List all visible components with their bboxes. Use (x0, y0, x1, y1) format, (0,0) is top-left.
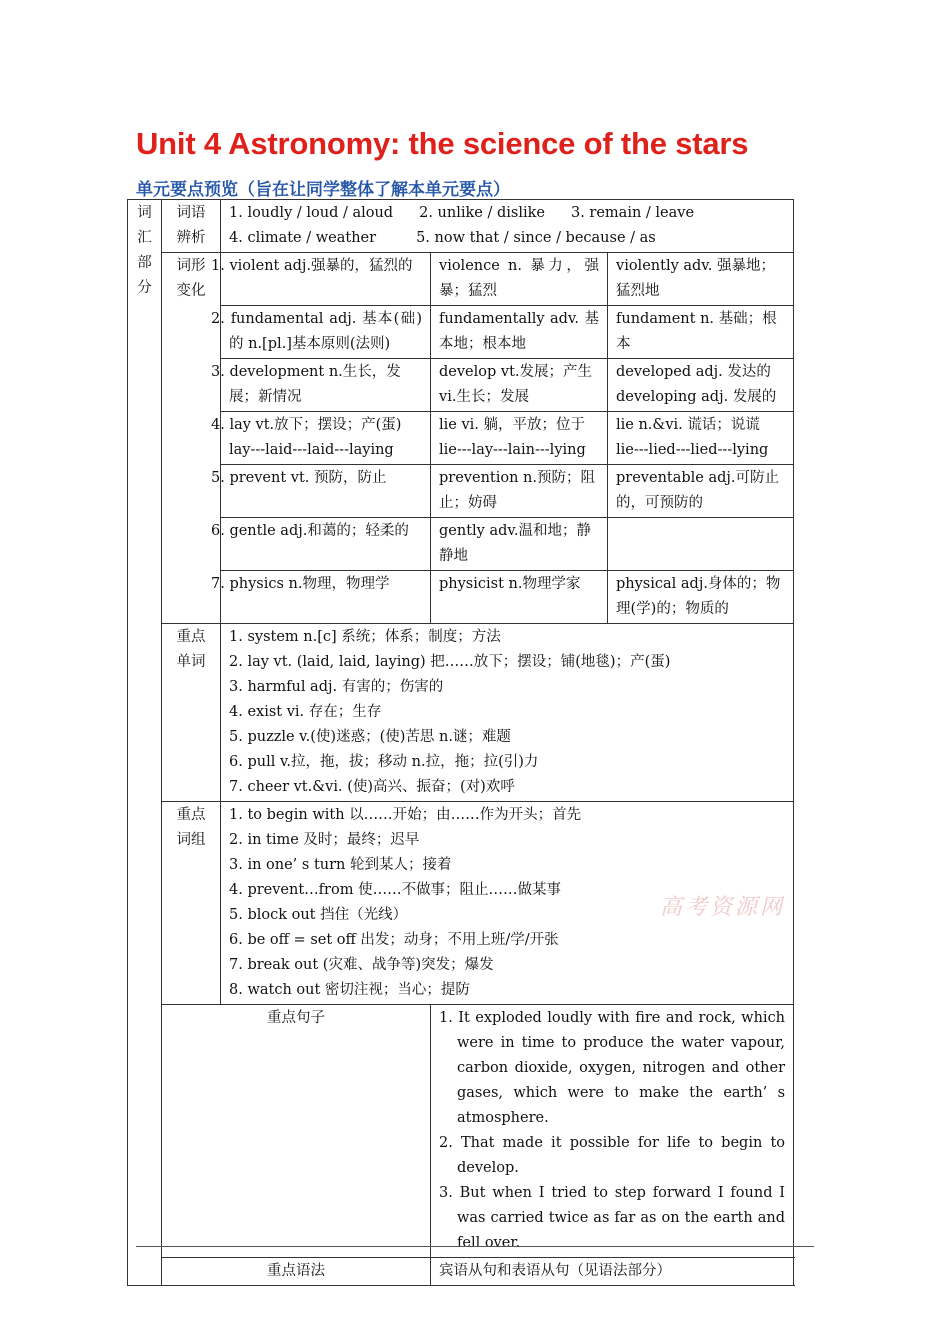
watermark-text: 高考资源网 (660, 895, 786, 920)
footer-divider (136, 1246, 814, 1247)
cixing-row (128, 253, 794, 306)
list-item: 6. pull v.拉，拖，拔；移动 n.拉，拖；拉(引)力 (229, 754, 539, 770)
cixing-row (128, 412, 794, 465)
ciyu-item: 3. remain / leave (570, 205, 695, 221)
cixing-cell: preventable adj.可防止的，可预防的 (608, 465, 794, 518)
juzi-row (128, 1005, 794, 1258)
list-item: 1. to begin with 以……开始；由……作为开头；首先 (229, 807, 582, 823)
list-item: 7. break out (灾难、战争等)突发；爆发 (229, 957, 494, 973)
yufa-label: 重点语法 (162, 1258, 431, 1286)
cixing-row (128, 571, 794, 624)
list-item: 4. exist vi. 存在；生存 (229, 704, 382, 720)
list-item: 2. in time 及时；最终；迟早 (229, 832, 420, 848)
ciyu-item: 4. climate / weather (229, 230, 377, 246)
cixing-row (128, 306, 794, 359)
unit-overview-table (127, 199, 794, 1286)
cizu-label: 重点 词组 (162, 802, 221, 1005)
list-item: 2. lay vt. (laid, laid, laying) 把……放下；摆设；铺(地毯)；产(蛋) (229, 654, 671, 670)
ciyu-row (128, 200, 794, 253)
list-item: 3. harmful adj. 有害的；伤害的 (229, 679, 444, 695)
yufa-row (128, 1258, 794, 1286)
yufa-content: 宾语从句和表语从句（见语法部分） (431, 1258, 794, 1286)
cixing-cell: 7. physics n.物理，物理学 (221, 571, 431, 624)
ciyu-content (221, 200, 794, 253)
cixing-cell: violence n. 暴力，强暴；猛烈 (431, 253, 608, 306)
cixing-cell: 4. lay vt.放下；摆设；产(蛋) lay---laid---laid---laying (221, 412, 431, 465)
juzi-content (431, 1005, 794, 1258)
cixing-cell: fundamentally adv. 基本地；根本地 (431, 306, 608, 359)
list-item: 6. be off = set off 出发；动身；不用上班/学/开张 (229, 932, 559, 948)
cixing-cell: 6. gentle adj.和蔼的；轻柔的 (221, 518, 431, 571)
list-item: 3. But when I tried to step forward I found I was carried twice as far as on the earth and fell over. (439, 1185, 786, 1251)
cixing-label: 词形 变化 (162, 253, 221, 624)
cixing-cell: fundament n. 基础；根本 (608, 306, 794, 359)
danci-content (221, 624, 794, 802)
juzi-label: 重点句子 (162, 1005, 431, 1258)
vocab-section-label: 词 汇 部 分 (128, 200, 162, 1286)
cixing-row (128, 359, 794, 412)
danci-row (128, 624, 794, 802)
cixing-cell: 2. fundamental adj. 基本(础)的 n.[pl.]基本原则(法则) (221, 306, 431, 359)
cixing-row (128, 518, 794, 571)
list-item: 3. in one’ s turn 轮到某人；接着 (229, 857, 452, 873)
cixing-cell: violently adv. 强暴地；猛烈地 (608, 253, 794, 306)
cixing-cell: developed adj. 发达的 developing adj. 发展的 (608, 359, 794, 412)
page-title: Unit 4 Astronomy: the science of the stars (136, 126, 749, 161)
cixing-cell (608, 518, 794, 571)
list-item: 1. system n.[c] 系统；体系；制度；方法 (229, 629, 501, 645)
ciyu-label: 词语 辨析 (162, 200, 221, 253)
cixing-cell: prevention n.预防；阻止；妨碍 (431, 465, 608, 518)
ciyu-item: 1. loudly / loud / aloud (229, 205, 394, 221)
list-item: 5. block out 挡住（光线） (229, 907, 408, 923)
list-item: 4. prevent…from 使……不做事；阻止……做某事 (229, 882, 562, 898)
ciyu-item: 2. unlike / dislike (419, 205, 545, 221)
cixing-cell: physical adj.身体的；物理(学)的；物质的 (608, 571, 794, 624)
list-item: 1. It exploded loudly with fire and rock, which were in time to produce the water vapour, carbon dioxide, oxygen, nitrogen and other gases, which were to make the earth’ s atmosphere. (439, 1010, 786, 1126)
cixing-cell: lie n.&vi. 谎话；说谎 lie---lied---lied---lying (608, 412, 794, 465)
cixing-cell: gently adv.温和地；静静地 (431, 518, 608, 571)
ciyu-item: 5. now that / since / because / as (416, 230, 656, 246)
danci-label: 重点 单词 (162, 624, 221, 802)
list-item: 7. cheer vt.&vi. (使)高兴、振奋；(对)欢呼 (229, 779, 515, 795)
cixing-row (128, 465, 794, 518)
cixing-cell: physicist n.物理学家 (431, 571, 608, 624)
list-item: 5. puzzle v.(使)迷惑；(使)苦思 n.谜；难题 (229, 729, 511, 745)
list-item: 2. That made it possible for life to begin to develop. (439, 1135, 786, 1176)
cixing-cell: 3. development n.生长，发展；新情况 (221, 359, 431, 412)
cixing-cell: lie vi. 躺，平放；位于 lie---lay---lain---lying (431, 412, 608, 465)
list-item: 8. watch out 密切注视；当心；提防 (229, 982, 470, 998)
page-subtitle: 单元要点预览（旨在让同学整体了解本单元要点） (136, 180, 510, 200)
cixing-cell: 1. violent adj.强暴的，猛烈的 (221, 253, 431, 306)
cixing-cell: 5. prevent vt. 预防，防止 (221, 465, 431, 518)
cixing-cell: develop vt.发展；产生 vi.生长；发展 (431, 359, 608, 412)
